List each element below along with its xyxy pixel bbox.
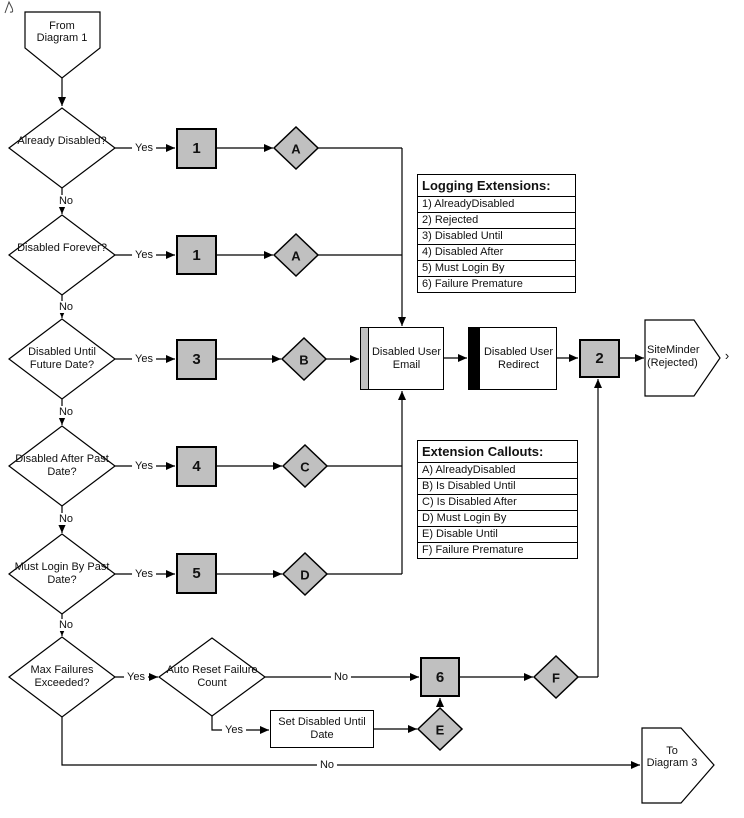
edge-label-yes-auto-reset: Yes [222, 724, 246, 736]
process-disabled-user-email-label: Disabled User Email [371, 345, 442, 371]
log-box-6: 6 [420, 657, 460, 697]
offpage-from-diagram-1-label: From Diagram 1 [36, 20, 88, 44]
decision-already-disabled-label: Already Disabled? [17, 135, 107, 147]
extension-callouts-item: A) AlreadyDisabled [418, 463, 577, 479]
email-box-gray-bar [361, 328, 369, 389]
redirect-box-black-bar [469, 328, 480, 389]
extension-callouts-title: Extension Callouts: [418, 441, 577, 463]
decision-max-failures-label: Max Failures Exceeded? [30, 664, 94, 689]
edge-label-no-3: No [56, 406, 76, 418]
offpage-to-diagram-3-label: To Diagram 3 [646, 745, 698, 769]
offpage-siteminder-label: SiteMinder (Rejected) [647, 344, 700, 369]
edge-label-yes-6: Yes [124, 671, 148, 683]
decision-auto-reset-label: Auto Reset Failure Count [166, 664, 258, 689]
logging-extensions-table [417, 174, 576, 293]
extension-callouts-item: E) Disable Until [418, 527, 577, 543]
callout-a-2-label: A [291, 248, 301, 264]
callout-b-label: B [299, 352, 309, 368]
logging-extensions-item: 4) Disabled After [418, 245, 575, 261]
decision-disabled-forever-label: Disabled Forever? [17, 242, 107, 254]
process-set-disabled-until-date [270, 710, 374, 748]
extension-callouts-item: F) Failure Premature [422, 544, 524, 556]
extension-callouts-item: B) Is Disabled Until [418, 479, 577, 495]
extension-callouts-table [417, 440, 578, 559]
logging-extensions-item: 2) Rejected [418, 213, 575, 229]
log-box-4: 4 [176, 446, 217, 487]
extension-callouts-item: C) Is Disabled After [418, 495, 577, 511]
logging-extensions-item: 1) AlreadyDisabled [418, 197, 575, 213]
callout-c-label: C [300, 459, 310, 475]
decision-disabled-after-past-label: Disabled After Past Date? [15, 453, 109, 478]
callout-d-label: D [300, 567, 310, 583]
callout-f-label: F [552, 670, 560, 686]
process-set-disabled-until-date-label: Set Disabled Until Date [278, 716, 366, 741]
edge-label-no-5: No [56, 619, 76, 631]
logging-extensions-item: 3) Disabled Until [418, 229, 575, 245]
edge-label-no-1: No [56, 195, 76, 207]
callout-a-1-label: A [291, 141, 301, 157]
log-box-2: 2 [579, 339, 620, 378]
log-box-1b: 1 [176, 235, 217, 275]
logging-extensions-title: Logging Extensions: [418, 175, 575, 197]
edge-label-yes-2: Yes [132, 249, 156, 261]
edge-label-yes-3: Yes [132, 353, 156, 365]
continuation-chevron: › [724, 348, 730, 363]
log-box-3: 3 [176, 339, 217, 380]
logging-extensions-item: 5) Must Login By [418, 261, 575, 277]
edge-label-no-auto-reset: No [331, 671, 351, 683]
process-disabled-user-redirect-label: Disabled User Redirect [483, 345, 554, 371]
callout-e-label: E [435, 722, 445, 738]
process-disabled-user-redirect [468, 327, 557, 390]
log-box-5: 5 [176, 553, 217, 594]
edge-label-no-4: No [56, 513, 76, 525]
extension-callouts-item: D) Must Login By [418, 511, 577, 527]
edge-label-yes-5: Yes [132, 568, 156, 580]
decision-already-disabled [9, 108, 115, 188]
logging-extensions-item: 6) Failure Premature [422, 278, 523, 290]
decision-disabled-forever [9, 215, 115, 295]
edge-label-no-bottom: No [317, 759, 337, 771]
log-box-1a: 1 [176, 128, 217, 169]
decision-disabled-until-future-label: Disabled Until Future Date? [28, 346, 96, 371]
edge-label-yes-4: Yes [132, 460, 156, 472]
edge-label-yes-1: Yes [132, 142, 156, 154]
scan-artifact [5, 2, 13, 13]
edge-label-no-2: No [56, 301, 76, 313]
process-disabled-user-email [360, 327, 444, 390]
decision-must-login-by-past-label: Must Login By Past Date? [14, 561, 110, 586]
